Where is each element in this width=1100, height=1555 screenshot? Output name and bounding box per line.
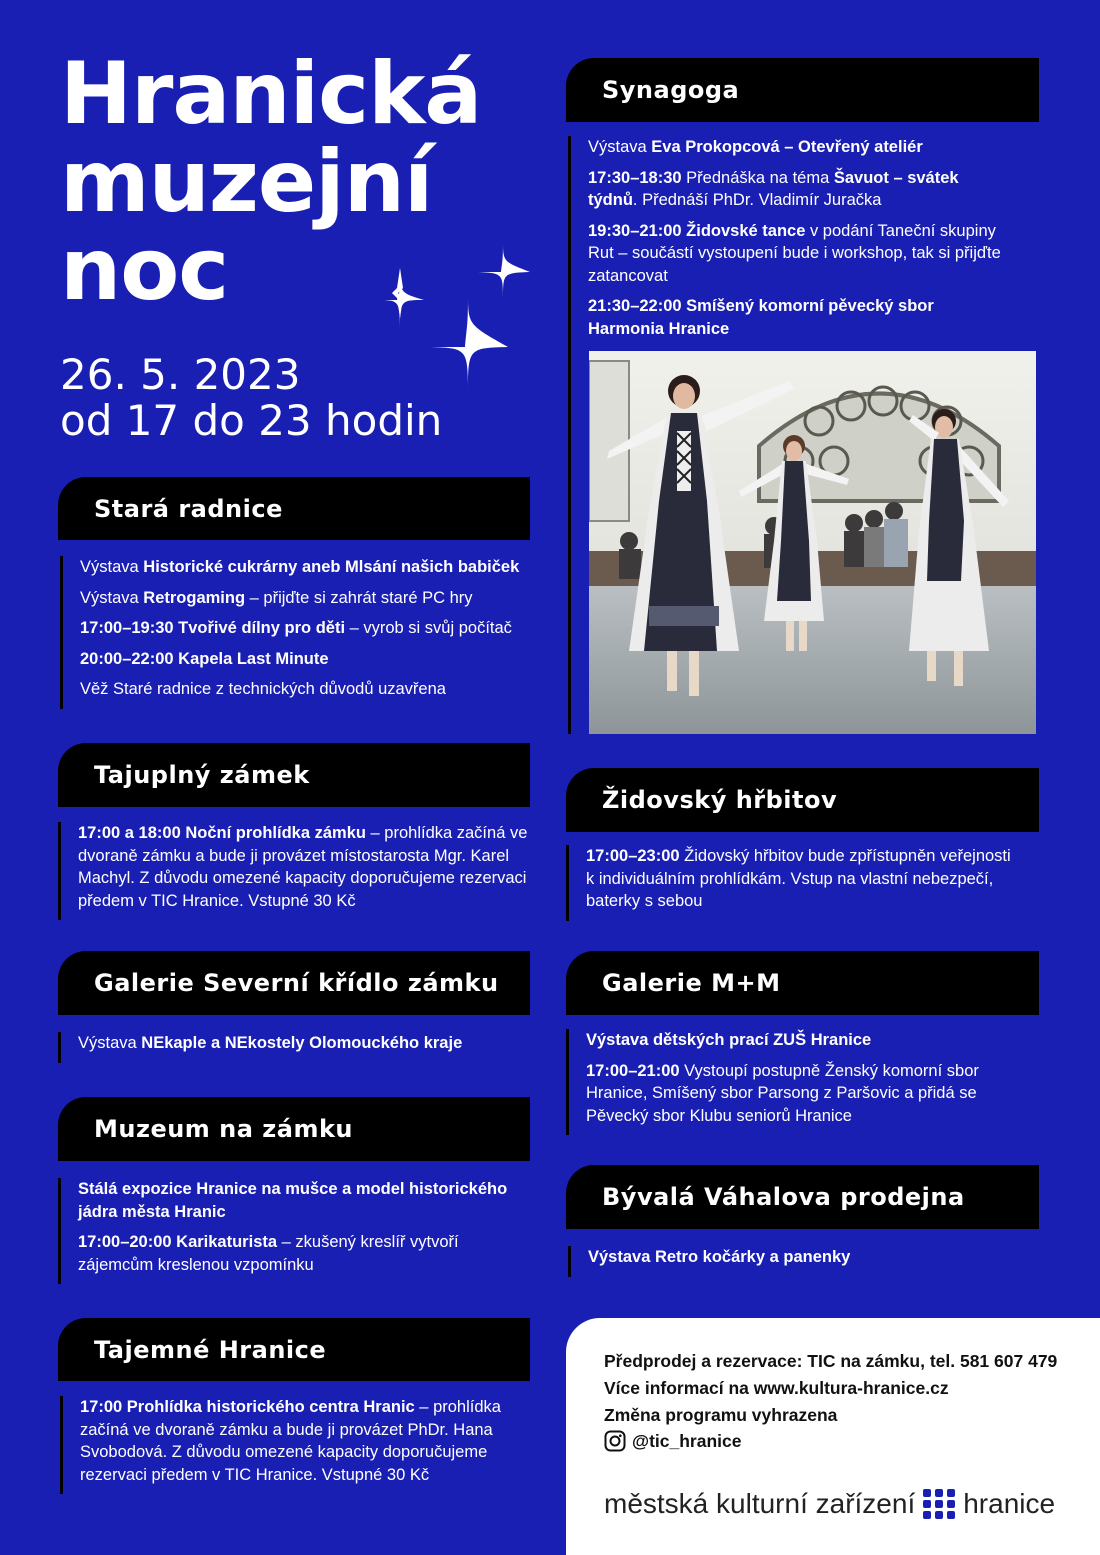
program-item-text: – vyrob si svůj počítač bbox=[345, 619, 512, 637]
org-name: městská kulturní zařízení bbox=[604, 1488, 916, 1519]
section-body-stara-radnice bbox=[60, 556, 530, 709]
dance-photo bbox=[589, 351, 1036, 734]
program-item-text: – zkušený kreslíř vytvoří zájemcům kreslenou vzpomínku bbox=[78, 1233, 459, 1274]
program-item-text: . Přednáší PhDr. Vladimír Juračka bbox=[632, 191, 882, 209]
program-item bbox=[78, 822, 530, 912]
program-item bbox=[80, 587, 530, 610]
program-item-highlight: Eva Prokopcová – Otevřený ateliér bbox=[651, 138, 923, 156]
info-presale: Předprodej a rezervace: TIC na zámku, tel. 581 607 479 bbox=[604, 1351, 1058, 1371]
mkz-logo-icon bbox=[923, 1489, 955, 1519]
section-body-tajemne-hranice bbox=[60, 1396, 530, 1494]
program-item bbox=[80, 1396, 530, 1486]
program-item-text: Výstava bbox=[588, 138, 652, 156]
program-item bbox=[588, 295, 1008, 340]
program-item-highlight: NEkaple a NEkostely Olomouckého kraje bbox=[141, 1034, 463, 1052]
section-header-galerie-mm: Galerie M+M bbox=[566, 951, 1039, 1015]
program-item-highlight: 17:00 a 18:00 Noční prohlídka zámku bbox=[78, 824, 366, 842]
info-website[interactable]: Více informací na www.kultura-hranice.cz bbox=[604, 1378, 949, 1398]
org-city: hranice bbox=[963, 1488, 1056, 1519]
program-item-highlight: 17:00–23:00 bbox=[586, 847, 680, 865]
program-item-text: Výstava bbox=[80, 588, 144, 607]
program-item-highlight: 17:00 Prohlídka historického centra Hranic bbox=[80, 1398, 415, 1416]
program-item-text: Přednáška na téma bbox=[681, 168, 834, 187]
section-body-muzeum bbox=[58, 1178, 530, 1284]
program-item-highlight: 20:00–22:00 Kapela Last Minute bbox=[80, 649, 329, 668]
program-item-highlight: 17:00–21:00 bbox=[586, 1061, 680, 1080]
program-item-highlight: 17:00–19:30 Tvořivé dílny pro děti bbox=[80, 619, 346, 637]
program-item-text: Židovský hřbitov bude zpřístupněn veřejnosti k individuálním prohlídkám. Vstup na vlastní nebezpečí, baterky s sebou bbox=[586, 847, 1011, 910]
program-item bbox=[78, 1231, 530, 1276]
section-body-galerie-severni bbox=[58, 1032, 530, 1063]
program-item bbox=[78, 1032, 530, 1055]
section-header-stara-radnice: Stará radnice bbox=[58, 477, 530, 540]
section-body-zidovsky-hrbitov bbox=[566, 845, 1016, 921]
info-change-note: Změna programu vyhrazena bbox=[604, 1405, 838, 1425]
program-item bbox=[78, 1178, 530, 1223]
program-item bbox=[80, 648, 530, 671]
program-item-highlight: 21:30–22:00 Smíšený komorní pěvecký sbor Harmonia Hranice bbox=[588, 297, 934, 338]
organizer-logo bbox=[604, 1488, 1055, 1520]
program-item-text: v podání Taneční skupiny Rut – součástí vystoupení bude i workshop, tak si přijďte zatancovat bbox=[588, 221, 1001, 285]
date-hours: od 17 do 23 hodin bbox=[60, 396, 443, 445]
program-item-highlight: Historické cukrárny aneb Mlsání našich babiček bbox=[143, 558, 520, 576]
date-day: 26. 5. 2023 bbox=[60, 350, 301, 399]
program-item-highlight: Výstava dětských prací ZUŠ Hranice bbox=[586, 1031, 872, 1049]
program-item bbox=[586, 1029, 1016, 1052]
section-body-vahalova bbox=[568, 1246, 1016, 1277]
program-item-text: – prohlídka začíná ve dvoraně zámku a bude ji provázet PhDr. Hana Svobodová. Z důvodu omezené kapacity doporučujeme rezervaci předem v TIC Hranice. Vstupné 30 Kč bbox=[80, 1398, 501, 1484]
program-item-highlight: Stálá expozice Hranice na mušce a model historického jádra města Hranic bbox=[78, 1180, 508, 1221]
title-line-2: muzejní bbox=[60, 132, 433, 232]
section-body-galerie-mm bbox=[566, 1029, 1016, 1135]
program-item-text: – prohlídka začíná ve dvoraně zámku a bude ji provázet místostarosta Mgr. Karel Machyl. Z důvodu omezené kapacity doporučujeme rezervaci předem v TIC Hranice. Vstupné 30 Kč bbox=[78, 824, 528, 910]
program-item-highlight: 17:30–18:30 bbox=[588, 168, 682, 187]
program-item bbox=[588, 220, 1008, 288]
section-header-tajemne-hranice: Tajemné Hranice bbox=[58, 1318, 530, 1381]
instagram-row[interactable] bbox=[604, 1430, 741, 1452]
section-body-tajuplny-zamek bbox=[58, 822, 530, 920]
program-item-text: – přijďte si zahrát staré PC hry bbox=[245, 588, 473, 607]
program-item bbox=[588, 167, 1008, 212]
title-line-3: noc bbox=[60, 220, 229, 320]
info-box bbox=[566, 1318, 1100, 1555]
program-item-highlight: 17:00–20:00 Karikaturista bbox=[78, 1233, 278, 1251]
program-item bbox=[80, 617, 530, 640]
program-item-text: Výstava bbox=[78, 1034, 142, 1052]
program-item-highlight: Retrogaming bbox=[143, 588, 246, 607]
event-date bbox=[60, 352, 442, 444]
program-item bbox=[586, 1060, 1016, 1128]
section-header-synagoga: Synagoga bbox=[566, 58, 1039, 122]
program-item-highlight: 19:30–21:00 Židovské tance bbox=[588, 221, 806, 240]
program-item bbox=[586, 845, 1016, 913]
title-line-1: Hranická bbox=[60, 44, 482, 144]
section-header-zidovsky-hrbitov: Židovský hřbitov bbox=[566, 768, 1039, 832]
section-header-muzeum: Muzeum na zámku bbox=[58, 1097, 530, 1161]
program-item-highlight: Výstava Retro kočárky a panenky bbox=[588, 1248, 851, 1266]
program-item bbox=[80, 556, 530, 579]
instagram-handle[interactable]: @tic_hranice bbox=[632, 1430, 742, 1451]
program-item-text: Výstava bbox=[80, 558, 144, 576]
program-item-text: Věž Staré radnice z technických důvodů uzavřena bbox=[80, 680, 446, 698]
program-item bbox=[588, 1246, 1016, 1269]
program-item-highlight: Šavuot – svátek týdnů bbox=[588, 168, 959, 209]
section-header-galerie-severni: Galerie Severní křídlo zámku bbox=[58, 951, 530, 1015]
section-header-vahalova: Bývalá Váhalova prodejna bbox=[566, 1165, 1039, 1229]
program-item-text: Vystoupí postupně Ženský komorní sbor Hranice, Smíšený sbor Parsong z Paršovic a přidá se Pěvecký sbor Klubu seniorů Hranice bbox=[586, 1061, 979, 1125]
instagram-icon bbox=[604, 1430, 626, 1452]
section-header-tajuplny-zamek: Tajuplný zámek bbox=[58, 743, 530, 807]
program-item bbox=[80, 678, 530, 701]
program-item bbox=[588, 136, 1008, 159]
